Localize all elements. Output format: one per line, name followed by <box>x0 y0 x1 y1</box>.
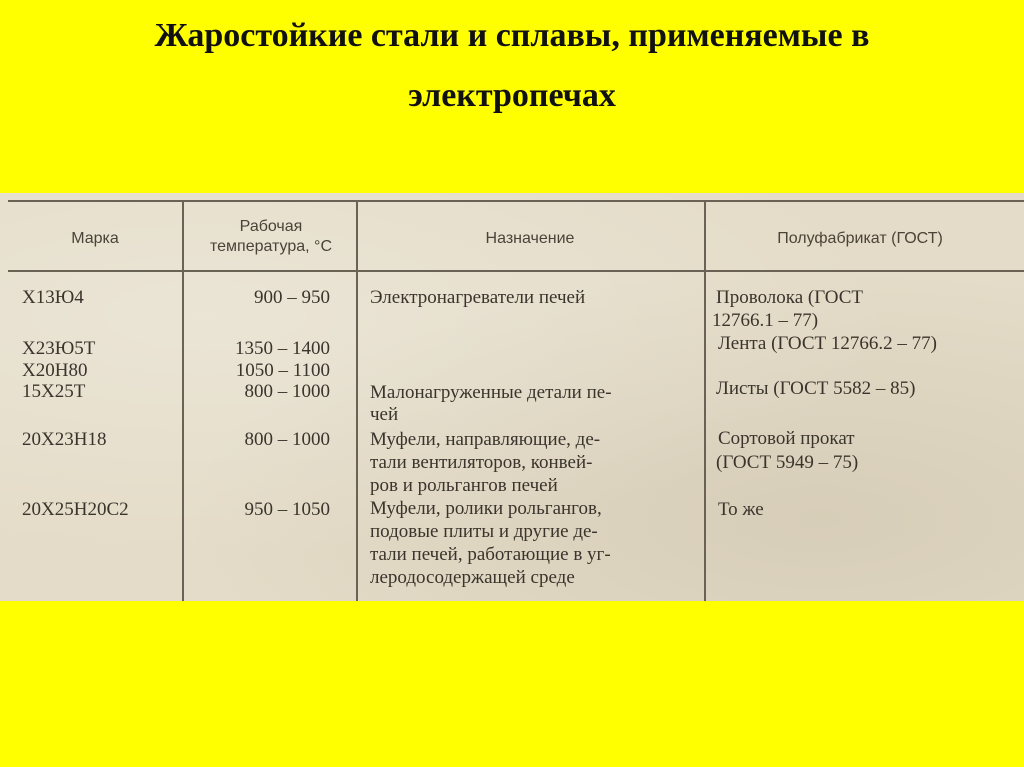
table-col-divider-2 <box>356 200 358 601</box>
cell-purpose: подовые плиты и другие де- <box>370 521 598 542</box>
cell-semi-product: То же <box>718 499 764 520</box>
cell-purpose: Муфели, ролики рольгангов, <box>370 498 602 519</box>
cell-mark: Х20Н80 <box>22 360 88 381</box>
cell-mark: 20Х25Н20С2 <box>22 499 129 520</box>
header-mark: Марка <box>71 230 119 247</box>
header-temperature-line-1: Рабочая <box>239 218 303 235</box>
cell-temperature: 800 – 1000 <box>244 429 330 450</box>
scanned-table <box>0 193 1024 601</box>
cell-semi-product: Сортовой прокат <box>718 428 855 449</box>
header-temperature-line-2: температура, °C <box>209 238 333 255</box>
header-semi-product: Полуфабрикат (ГОСТ) <box>777 230 943 247</box>
cell-purpose: тали вентиляторов, конвей- <box>370 452 593 473</box>
title-line-2: электропечах <box>408 77 616 114</box>
cell-temperature: 1350 – 1400 <box>235 338 330 359</box>
cell-purpose: ров и рольгангов печей <box>370 475 558 496</box>
cell-semi-product: 12766.1 – 77) <box>712 310 819 331</box>
cell-purpose: леродосодержащей среде <box>370 567 575 588</box>
cell-mark: 15Х25Т <box>22 381 86 402</box>
cell-purpose: Муфели, направляющие, де- <box>370 429 601 450</box>
table-col-divider-1 <box>182 200 184 601</box>
cell-purpose: чей <box>370 404 399 425</box>
table-header-rule <box>8 270 1024 272</box>
cell-semi-product: Листы (ГОСТ 5582 – 85) <box>716 378 916 399</box>
cell-semi-product: Лента (ГОСТ 12766.2 – 77) <box>718 333 937 354</box>
cell-mark: Х23Ю5Т <box>22 338 96 359</box>
cell-temperature: 900 – 950 <box>254 287 330 308</box>
cell-temperature: 800 – 1000 <box>244 381 330 402</box>
cell-temperature: 1050 – 1100 <box>235 360 330 381</box>
cell-purpose: Малонагруженные детали пе- <box>370 382 612 403</box>
header-purpose: Назначение <box>485 230 575 247</box>
cell-temperature: 950 – 1050 <box>244 499 330 520</box>
cell-semi-product: (ГОСТ 5949 – 75) <box>716 452 859 473</box>
table-col-divider-3 <box>704 200 706 601</box>
table-top-rule <box>8 200 1024 202</box>
cell-purpose: Электронагреватели печей <box>370 287 586 308</box>
header-temperature <box>186 217 356 257</box>
cell-semi-product: Проволока (ГОСТ <box>716 287 863 308</box>
cell-mark: 20Х23Н18 <box>22 429 107 450</box>
cell-mark: Х13Ю4 <box>22 287 84 308</box>
title-line-1: Жаростойкие стали и сплавы, применяемые в <box>154 17 870 54</box>
cell-purpose: тали печей, работающие в уг- <box>370 544 611 565</box>
page-title <box>0 6 1024 126</box>
